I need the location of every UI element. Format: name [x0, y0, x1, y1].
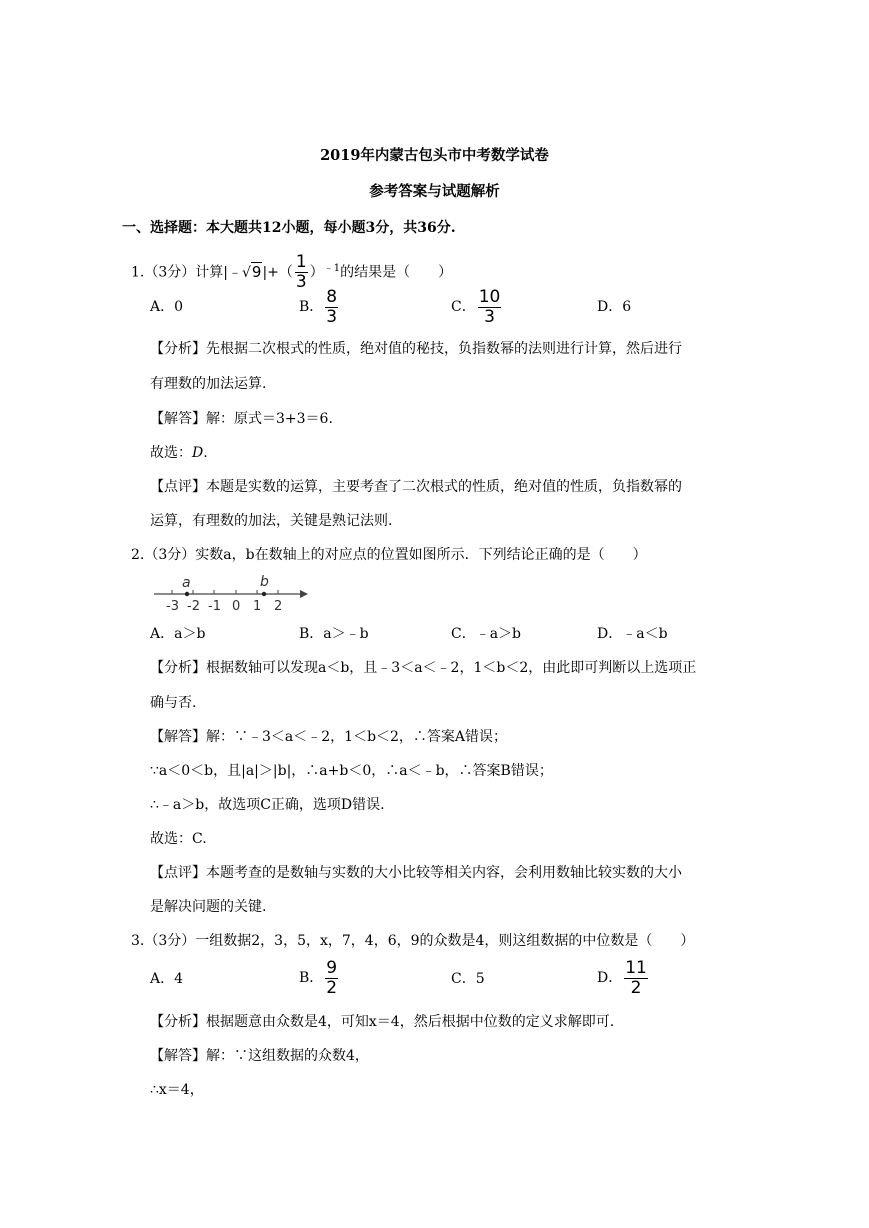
choice-prefix: 故选：: [150, 445, 192, 461]
page-title: 2019年内蒙古包头市中考数学试卷: [320, 147, 549, 164]
tick-label: 2: [274, 599, 283, 614]
q1-option-d: D．6: [597, 299, 632, 315]
frac-numerator: 10: [478, 286, 501, 307]
frac-denominator: 3: [295, 272, 307, 293]
question-1-number: 1.（3分）计算: [131, 264, 224, 281]
tick-label: 0: [232, 599, 241, 614]
abs-open: |﹣: [223, 264, 242, 281]
q3-answer-line-1: 【解答】解：∵这组数据的众数4，: [150, 1048, 369, 1064]
frac-denominator: 2: [326, 977, 338, 998]
question-1-stem: [131, 248, 452, 294]
q1-option-b-fraction: [325, 288, 338, 327]
page-subtitle: 参考答案与试题解析: [369, 183, 500, 200]
q3-analysis: 【分析】根据题意由众数是4，可知x＝4，然后根据中位数的定义求解即可.: [150, 1014, 615, 1030]
q3-option-d: [597, 958, 650, 998]
q1-answer: 【解答】解：原式＝3+3＝6.: [150, 411, 333, 427]
tick-label: -1: [208, 599, 221, 614]
question-1-tail: 的结果是（ ）: [340, 264, 453, 281]
q2-answer-line-3: ∴﹣a＞b，故选项C正确，选项D错误.: [150, 797, 385, 813]
q3-option-b: [299, 958, 340, 998]
sqrt-symbol: √9: [241, 263, 262, 282]
q3-option-b-label: B．: [299, 970, 324, 986]
q1-choice: [150, 443, 208, 463]
q1-analysis-line-1: 【分析】先根据二次根式的性质，绝对值的秘技，负指数幂的法则进行计算，然后进行: [150, 341, 682, 357]
q3-option-b-fraction: [325, 959, 338, 998]
tick-label: -2: [187, 599, 200, 614]
q1-comment-line-2: 运算，有理数的加法，关键是熟记法则.: [150, 513, 393, 529]
q3-option-a: A．4: [150, 971, 184, 987]
q1-option-c-label: C．: [451, 299, 476, 315]
frac-numerator: 8: [326, 286, 338, 307]
exponent: ﹣1: [323, 263, 341, 274]
frac-denominator: 2: [630, 977, 642, 998]
q2-answer-line-2: ∵a＜0＜b，且|a|＞|b|，∴a+b＜0，∴a＜﹣b，∴答案B错误；: [150, 763, 553, 779]
q2-analysis-line-2: 确与否.: [150, 695, 197, 711]
q1-comment-line-1: 【点评】本题是实数的运算，主要考查了二次根式的性质，绝对值的性质，负指数幂的: [150, 479, 682, 495]
frac-numerator: 9: [326, 957, 338, 978]
point-b-label: b: [260, 574, 269, 590]
choice-suffix: .: [203, 445, 208, 461]
frac-denominator: 3: [484, 306, 495, 327]
question-3-stem: 3.（3分）一组数据2，3，5，x，7，4，6，9的众数是4，则这组数据的中位数是（ ）: [131, 933, 695, 949]
q2-option-c: C．﹣a＞b: [451, 626, 522, 642]
q2-comment-line-1: 【点评】本题考查的是数轴与实数的大小比较等相关内容，会利用数轴比较实数的大小: [150, 865, 682, 881]
section-heading: 一、选择题：本大题共12小题，每小题3分，共36分.: [122, 220, 456, 236]
q2-option-d: D．﹣a＜b: [597, 626, 668, 642]
q2-answer-line-1: 【解答】解：∵﹣3＜a＜﹣2，1＜b＜2，∴答案A错误；: [150, 729, 508, 745]
point-a-dot: [185, 592, 189, 596]
q2-option-b: B．a＞﹣b: [299, 626, 369, 642]
choice-letter: D: [192, 445, 204, 461]
q1-option-c: [451, 287, 503, 327]
expr-mid: |+（: [262, 264, 293, 281]
question-2-stem: 2.（3分）实数a，b在数轴上的对应点的位置如图所示．下列结论正确的是（ ）: [131, 547, 647, 563]
expr-end: ）: [309, 264, 324, 281]
q1-option-a: A．0: [150, 299, 184, 315]
radicand: 9: [251, 263, 262, 282]
q2-choice: 故选：C.: [150, 831, 207, 847]
tick-label: 1: [253, 599, 262, 614]
q2-comment-line-2: 是解决问题的关键.: [150, 899, 267, 915]
q3-option-c: C．5: [451, 971, 485, 987]
q1-option-b: [299, 287, 340, 327]
number-line-figure: [150, 574, 310, 614]
q1-option-b-label: B．: [299, 299, 324, 315]
q3-answer-line-2: ∴x＝4，: [150, 1082, 204, 1098]
frac-denominator: 3: [326, 306, 338, 327]
q2-option-a: A．a＞b: [150, 626, 206, 642]
frac-numerator: 11: [625, 957, 647, 978]
point-b-dot: [262, 592, 266, 596]
point-a-label: a: [182, 575, 191, 591]
q2-analysis-line-1: 【分析】根据数轴可以发现a＜b，且﹣3＜a＜﹣2，1＜b＜2，由此即可判断以上选项正: [150, 660, 697, 676]
tick-label: -3: [166, 599, 179, 614]
q3-option-d-fraction: [624, 959, 648, 998]
frac-numerator: 1: [295, 252, 307, 273]
q1-analysis-line-2: 有理数的加法运算.: [150, 376, 267, 392]
q3-option-d-label: D．: [597, 970, 623, 986]
q1-option-c-fraction: [478, 288, 502, 327]
